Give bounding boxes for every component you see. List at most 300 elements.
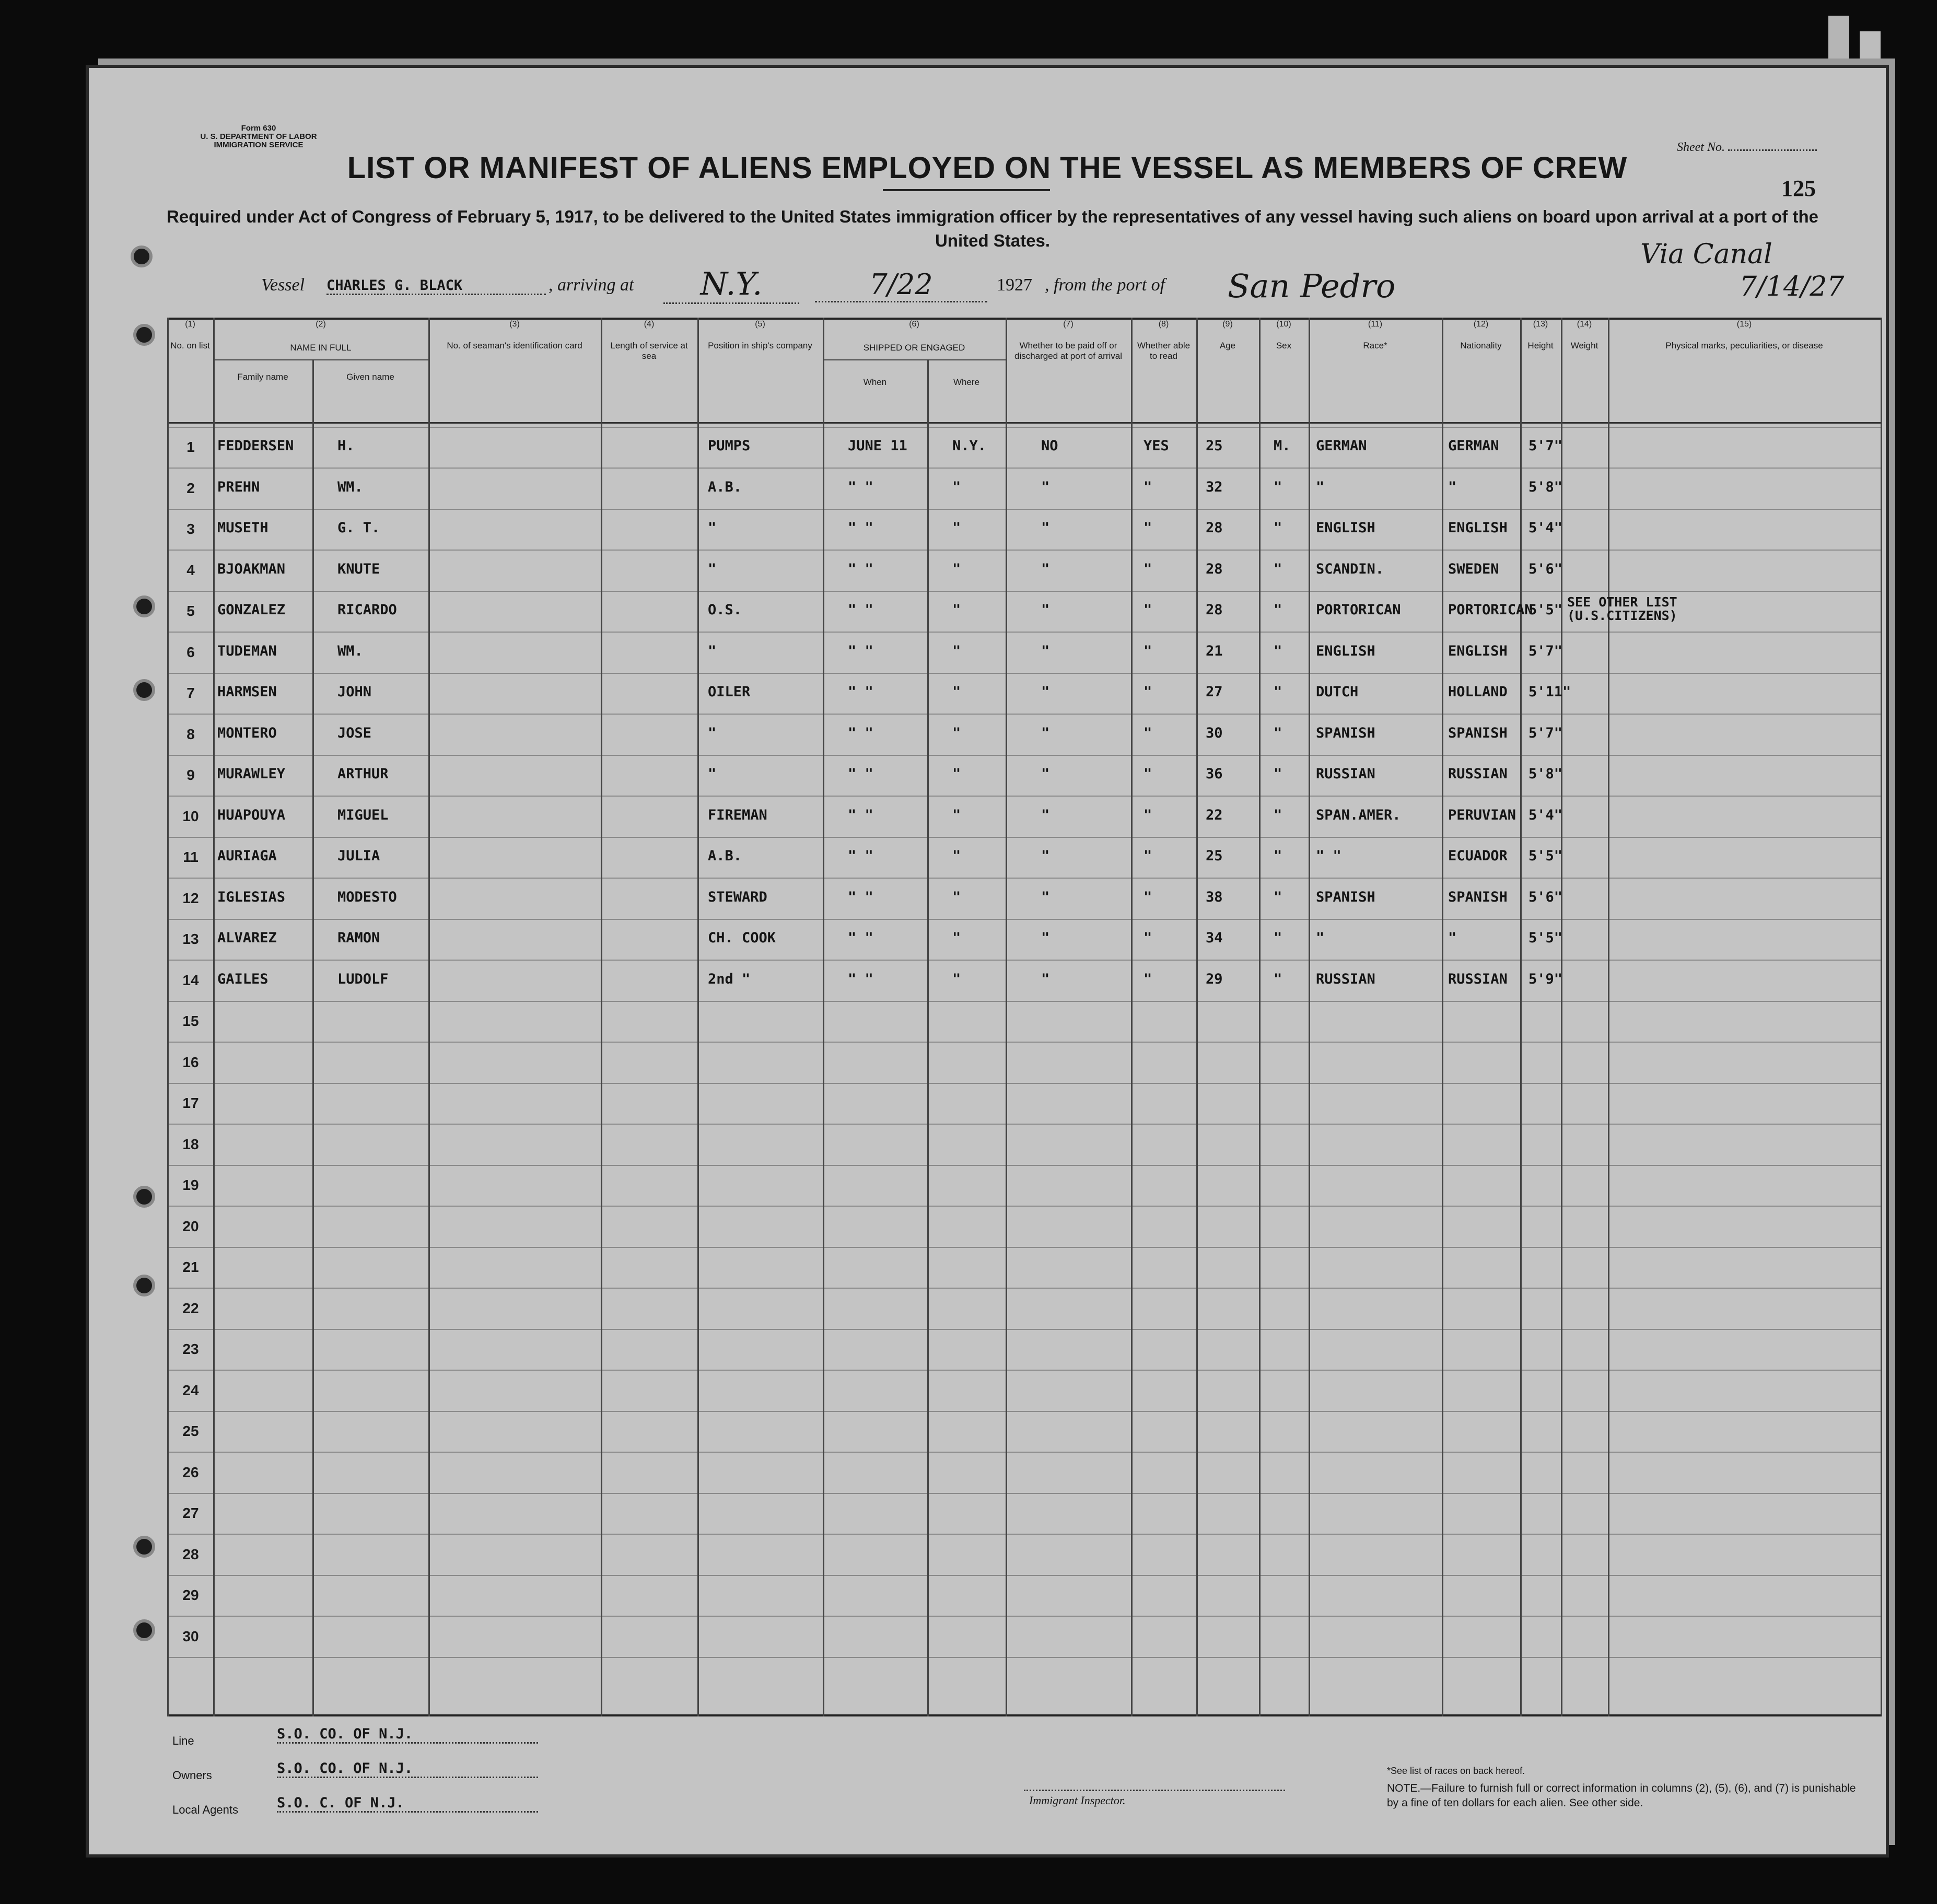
row-where: " bbox=[952, 889, 961, 905]
row-number: 27 bbox=[182, 1505, 199, 1521]
arrival-date: 7/22 bbox=[815, 268, 987, 302]
row-rule bbox=[167, 1534, 1881, 1535]
row-race: SCANDIN. bbox=[1316, 560, 1384, 577]
row-height: 5'7" bbox=[1528, 725, 1563, 741]
row-rule bbox=[167, 755, 1881, 756]
row-age: 22 bbox=[1206, 807, 1223, 823]
row-rule bbox=[167, 509, 1881, 510]
row-number: 4 bbox=[186, 562, 195, 578]
column-header: NAME IN FULL bbox=[290, 343, 352, 353]
line-label: Line bbox=[172, 1734, 194, 1747]
row-height: 5'11" bbox=[1528, 684, 1571, 700]
column-header: Weight bbox=[1570, 341, 1598, 351]
shipped-subheader-rule bbox=[823, 359, 1006, 360]
row-race: " bbox=[1316, 930, 1325, 946]
row-number: 16 bbox=[182, 1054, 199, 1070]
row-given: LUDOLF bbox=[337, 971, 389, 987]
column-rule bbox=[1006, 318, 1007, 1716]
row-sex: " bbox=[1274, 560, 1282, 577]
row-position: A.B. bbox=[708, 848, 742, 864]
row-paid-off: " bbox=[1041, 848, 1050, 864]
underlying-page-corner bbox=[1828, 16, 1849, 68]
row-read: " bbox=[1143, 560, 1152, 577]
row-height: 5'4" bbox=[1528, 520, 1563, 536]
row-height: 5'4" bbox=[1528, 807, 1563, 823]
row-rule bbox=[167, 1247, 1881, 1248]
row-rule bbox=[167, 673, 1881, 674]
arrival-year: 1927 bbox=[997, 275, 1032, 295]
row-nationality: HOLLAND bbox=[1448, 684, 1508, 700]
row-age: 25 bbox=[1206, 848, 1223, 864]
row-family: MUSETH bbox=[217, 520, 269, 536]
punch-hole bbox=[133, 1186, 155, 1208]
column-rule bbox=[428, 318, 430, 1716]
agents-label: Local Agents bbox=[172, 1803, 238, 1816]
row-number: 18 bbox=[182, 1136, 199, 1152]
row-rule bbox=[167, 1329, 1881, 1330]
sheet-label: Sheet No. bbox=[1677, 141, 1725, 154]
row-where: " bbox=[952, 848, 961, 864]
row-position: STEWARD bbox=[708, 889, 767, 905]
row-paid-off: " bbox=[1041, 766, 1050, 782]
row-family: PREHN bbox=[217, 478, 260, 495]
row-height: 5'5" bbox=[1528, 930, 1563, 946]
row-number: 10 bbox=[182, 808, 199, 824]
row-where: " bbox=[952, 560, 961, 577]
row-number: 1 bbox=[186, 439, 195, 455]
row-paid-off: " bbox=[1041, 807, 1050, 823]
column-number: (11) bbox=[1368, 320, 1383, 329]
arriving-port: N.Y. bbox=[663, 266, 799, 304]
row-number: 28 bbox=[182, 1546, 199, 1562]
row-sex: " bbox=[1274, 807, 1282, 823]
row-when: " " bbox=[848, 930, 873, 946]
row-height: 5'9" bbox=[1528, 971, 1563, 987]
row-height: 5'8" bbox=[1528, 766, 1563, 782]
punch-hole bbox=[133, 679, 155, 701]
row-rule bbox=[167, 837, 1881, 838]
row-number: 25 bbox=[182, 1423, 199, 1439]
row-number: 17 bbox=[182, 1095, 199, 1111]
row-where: " bbox=[952, 520, 961, 536]
column-number: (4) bbox=[644, 320, 655, 329]
row-position: O.S. bbox=[708, 602, 742, 618]
row-read: " bbox=[1143, 766, 1152, 782]
column-number: (13) bbox=[1533, 320, 1548, 329]
where-header: Where bbox=[953, 377, 980, 387]
punch-hole bbox=[133, 1536, 155, 1558]
row-race: PORTORICAN bbox=[1316, 602, 1401, 618]
row-when: " " bbox=[848, 520, 873, 536]
punch-hole bbox=[133, 1275, 155, 1296]
line-value: S.O. CO. OF N.J. bbox=[277, 1726, 538, 1744]
name-subheader-rule bbox=[213, 359, 428, 360]
column-rule bbox=[1520, 318, 1522, 1716]
column-header: Physical marks, peculiarities, or disease bbox=[1665, 341, 1823, 351]
title-underline bbox=[883, 189, 1050, 191]
owners-value: S.O. CO. OF N.J. bbox=[277, 1760, 538, 1778]
column-header: Length of service at sea bbox=[610, 341, 688, 361]
column-number: (1) bbox=[185, 320, 195, 329]
row-family: AURIAGA bbox=[217, 848, 277, 864]
row-number: 13 bbox=[182, 931, 199, 947]
row-number: 22 bbox=[182, 1300, 199, 1316]
row-paid-off: " bbox=[1041, 889, 1050, 905]
row-number: 21 bbox=[182, 1259, 199, 1275]
row-family: GAILES bbox=[217, 971, 269, 987]
row-family: HARMSEN bbox=[217, 684, 277, 700]
row-rule bbox=[167, 591, 1881, 592]
row-nationality: " bbox=[1448, 930, 1457, 946]
row-read: YES bbox=[1143, 438, 1169, 454]
row-age: 28 bbox=[1206, 560, 1223, 577]
row-nationality: PERUVIAN bbox=[1448, 807, 1516, 823]
row-race: SPANISH bbox=[1316, 889, 1375, 905]
row-height: 5'6" bbox=[1528, 560, 1563, 577]
row-given: MODESTO bbox=[337, 889, 397, 905]
row-height: 5'5" bbox=[1528, 848, 1563, 864]
row-race: SPAN.AMER. bbox=[1316, 807, 1401, 823]
row-paid-off: " bbox=[1041, 602, 1050, 618]
row-position: OILER bbox=[708, 684, 751, 700]
row-where: " bbox=[952, 725, 961, 741]
row-age: 29 bbox=[1206, 971, 1223, 987]
agents-value: S.O. C. OF N.J. bbox=[277, 1795, 538, 1813]
row-rule bbox=[167, 1657, 1881, 1658]
column-header: Sex bbox=[1276, 341, 1292, 351]
service-name: IMMIGRATION SERVICE bbox=[214, 141, 304, 149]
row-age: 36 bbox=[1206, 766, 1223, 782]
page-title: LIST OR MANIFEST OF ALIENS EMPLOYED ON THE VESSEL AS MEMBERS OF CREW bbox=[347, 151, 1628, 185]
manifest-sheet bbox=[89, 68, 1886, 1854]
row-rule bbox=[167, 1493, 1881, 1494]
row-rule bbox=[167, 1370, 1881, 1371]
row-where: N.Y. bbox=[952, 438, 987, 454]
row-when: " " bbox=[848, 725, 873, 741]
row-height: 5'7" bbox=[1528, 438, 1563, 454]
column-header: Height bbox=[1527, 341, 1554, 351]
column-number: (3) bbox=[509, 320, 520, 329]
row-age: 38 bbox=[1206, 889, 1223, 905]
row-number: 5 bbox=[186, 603, 195, 619]
row-rule bbox=[167, 1124, 1881, 1125]
row-when: " " bbox=[848, 643, 873, 659]
row-paid-off: " bbox=[1041, 684, 1050, 700]
column-header: Age bbox=[1219, 341, 1236, 351]
row-rule bbox=[167, 550, 1881, 551]
row-position: CH. COOK bbox=[708, 930, 776, 946]
row-read: " bbox=[1143, 930, 1152, 946]
column-rule bbox=[1131, 318, 1133, 1716]
row-number: 20 bbox=[182, 1218, 199, 1234]
row-race: SPANISH bbox=[1316, 725, 1375, 741]
row-family: FEDDERSEN bbox=[217, 438, 294, 454]
row-race: ENGLISH bbox=[1316, 520, 1375, 536]
column-rule bbox=[927, 359, 929, 1716]
row-sex: " bbox=[1274, 684, 1282, 700]
row-when: JUNE 11 bbox=[848, 438, 907, 454]
row-rule bbox=[167, 960, 1881, 961]
row-given: KNUTE bbox=[337, 560, 380, 577]
inspector-signature-line bbox=[1024, 1790, 1285, 1791]
from-port: San Pedro bbox=[1228, 267, 1396, 305]
row-rule bbox=[167, 796, 1881, 797]
row-where: " bbox=[952, 478, 961, 495]
row-where: " bbox=[952, 602, 961, 618]
row-family: HUAPOUYA bbox=[217, 807, 286, 823]
row-when: " " bbox=[848, 684, 873, 700]
column-number: (7) bbox=[1063, 320, 1073, 329]
column-header: Position in ship's company bbox=[708, 341, 812, 351]
row-rule bbox=[167, 1288, 1881, 1289]
row-given: MIGUEL bbox=[337, 807, 389, 823]
column-rule bbox=[312, 359, 314, 1716]
row-position: " bbox=[708, 560, 717, 577]
row-nationality: ECUADOR bbox=[1448, 848, 1508, 864]
row-family: TUDEMAN bbox=[217, 643, 277, 659]
row-height: 5'8" bbox=[1528, 478, 1563, 495]
row-rule bbox=[167, 1083, 1881, 1084]
column-number: (6) bbox=[909, 320, 919, 329]
row-given: RICARDO bbox=[337, 602, 397, 618]
column-number: (10) bbox=[1276, 320, 1291, 329]
row-number: 29 bbox=[182, 1587, 199, 1603]
row-nationality: PORTORICAN bbox=[1448, 602, 1533, 618]
penalty-note: NOTE.—Failure to furnish full or correct information in columns (2), (5), (6), and (7) is punishable by a fine of ten dollars for each alien. See other side. bbox=[1387, 1782, 1856, 1809]
column-header: Whether to be paid off or discharged at port of arrival bbox=[1014, 341, 1122, 361]
crew-table bbox=[167, 318, 1881, 1716]
punch-hole bbox=[131, 246, 153, 267]
row-position: " bbox=[708, 520, 717, 536]
row-position: A.B. bbox=[708, 478, 742, 495]
column-header: Race* bbox=[1363, 341, 1387, 351]
row-sex: " bbox=[1274, 725, 1282, 741]
row-number: 6 bbox=[186, 644, 195, 660]
row-family: IGLESIAS bbox=[217, 889, 286, 905]
row-rule bbox=[167, 919, 1881, 920]
row-given: H. bbox=[337, 438, 355, 454]
column-rule bbox=[1309, 318, 1310, 1716]
row-given: JULIA bbox=[337, 848, 380, 864]
column-number: (5) bbox=[755, 320, 765, 329]
form-id-block bbox=[180, 124, 337, 149]
column-rule bbox=[1442, 318, 1443, 1716]
row-when: " " bbox=[848, 478, 873, 495]
row-rule bbox=[167, 1575, 1881, 1576]
via-note: Via Canal bbox=[1640, 239, 1772, 270]
row-paid-off: " bbox=[1041, 560, 1050, 577]
row-rule bbox=[167, 1452, 1881, 1453]
row-read: " bbox=[1143, 807, 1152, 823]
column-rule bbox=[823, 318, 824, 1716]
row-rule bbox=[167, 1206, 1881, 1207]
row-age: 28 bbox=[1206, 520, 1223, 536]
row-sex: " bbox=[1274, 971, 1282, 987]
row-race: ENGLISH bbox=[1316, 643, 1375, 659]
row-where: " bbox=[952, 643, 961, 659]
punch-hole bbox=[133, 324, 155, 346]
row-number: 3 bbox=[186, 521, 195, 537]
table-bottom-rule bbox=[167, 1714, 1881, 1716]
header-bottom-rule bbox=[167, 422, 1881, 424]
departure-date: 7/14/27 bbox=[1740, 271, 1845, 302]
vessel-name: CHARLES G. BLACK bbox=[326, 275, 546, 295]
row-read: " bbox=[1143, 643, 1152, 659]
row-read: " bbox=[1143, 602, 1152, 618]
row-paid-off: " bbox=[1041, 520, 1050, 536]
row-rule bbox=[167, 1001, 1881, 1002]
column-rule bbox=[1196, 318, 1198, 1716]
row-sex: M. bbox=[1274, 438, 1291, 454]
row-nationality: SPANISH bbox=[1448, 725, 1508, 741]
row-number: 2 bbox=[186, 480, 195, 496]
remark-stamp: SEE OTHER LIST (U.S.CITIZENS) bbox=[1567, 594, 1677, 623]
family-name-header: Family name bbox=[237, 372, 288, 382]
row-read: " bbox=[1143, 971, 1152, 987]
row-position: " bbox=[708, 643, 717, 659]
row-paid-off: " bbox=[1041, 478, 1050, 495]
row-height: 5'5" bbox=[1528, 602, 1563, 618]
row-rule bbox=[167, 1616, 1881, 1617]
row-age: 34 bbox=[1206, 930, 1223, 946]
row-given: WM. bbox=[337, 478, 363, 495]
row-race: DUTCH bbox=[1316, 684, 1359, 700]
row-position: FIREMAN bbox=[708, 807, 767, 823]
row-sex: " bbox=[1274, 848, 1282, 864]
row-rule bbox=[167, 1411, 1881, 1412]
row-number: 24 bbox=[182, 1382, 199, 1398]
row-race: RUSSIAN bbox=[1316, 766, 1375, 782]
row-family: GONZALEZ bbox=[217, 602, 286, 618]
page-number: 125 bbox=[1781, 176, 1816, 201]
row-read: " bbox=[1143, 848, 1152, 864]
row-sex: " bbox=[1274, 930, 1282, 946]
row-when: " " bbox=[848, 889, 873, 905]
column-rule bbox=[1259, 318, 1261, 1716]
row-position: 2nd " bbox=[708, 971, 751, 987]
row-number: 30 bbox=[182, 1628, 199, 1644]
row-rule bbox=[167, 632, 1881, 633]
row-rule bbox=[167, 1165, 1881, 1166]
column-rule bbox=[1608, 318, 1609, 1716]
row-number: 7 bbox=[186, 685, 195, 701]
row-when: " " bbox=[848, 848, 873, 864]
row-age: 25 bbox=[1206, 438, 1223, 454]
row-paid-off: " bbox=[1041, 971, 1050, 987]
column-number: (2) bbox=[316, 320, 326, 329]
row-nationality: SPANISH bbox=[1448, 889, 1508, 905]
row-position: " bbox=[708, 725, 717, 741]
row-where: " bbox=[952, 684, 961, 700]
row-when: " " bbox=[848, 766, 873, 782]
row-family: ALVAREZ bbox=[217, 930, 277, 946]
row-read: " bbox=[1143, 725, 1152, 741]
inspector-label: Immigrant Inspector. bbox=[1029, 1794, 1126, 1807]
row-number: 15 bbox=[182, 1013, 199, 1029]
row-age: 28 bbox=[1206, 602, 1223, 618]
row-where: " bbox=[952, 930, 961, 946]
row-race: " " bbox=[1316, 848, 1341, 864]
department-name: U. S. DEPARTMENT OF LABOR bbox=[200, 132, 317, 141]
row-given: JOSE bbox=[337, 725, 372, 741]
row-age: 30 bbox=[1206, 725, 1223, 741]
row-age: 27 bbox=[1206, 684, 1223, 700]
row-rule bbox=[167, 714, 1881, 715]
row-rule bbox=[167, 1042, 1881, 1043]
row-height: 5'6" bbox=[1528, 889, 1563, 905]
row-when: " " bbox=[848, 602, 873, 618]
punch-hole bbox=[133, 595, 155, 617]
row-family: MONTERO bbox=[217, 725, 277, 741]
row-number: 11 bbox=[183, 849, 199, 865]
row-family: MURAWLEY bbox=[217, 766, 286, 782]
row-nationality: ENGLISH bbox=[1448, 520, 1508, 536]
column-number: (15) bbox=[1736, 320, 1752, 329]
row-sex: " bbox=[1274, 766, 1282, 782]
row-rule bbox=[167, 878, 1881, 879]
row-number: 12 bbox=[182, 890, 199, 906]
row-number: 19 bbox=[182, 1177, 199, 1193]
column-header: Nationality bbox=[1460, 341, 1502, 351]
row-sex: " bbox=[1274, 478, 1282, 495]
row-when: " " bbox=[848, 971, 873, 987]
row-sex: " bbox=[1274, 889, 1282, 905]
row-nationality: RUSSIAN bbox=[1448, 971, 1508, 987]
from-port-label: , from the port of bbox=[1045, 275, 1165, 295]
row-given: WM. bbox=[337, 643, 363, 659]
row-race: RUSSIAN bbox=[1316, 971, 1375, 987]
row-sex: " bbox=[1274, 520, 1282, 536]
column-rule bbox=[697, 318, 699, 1716]
row-family: BJOAKMAN bbox=[217, 560, 286, 577]
column-number: (12) bbox=[1473, 320, 1489, 329]
row-read: " bbox=[1143, 889, 1152, 905]
column-rule bbox=[601, 318, 602, 1716]
row-age: 32 bbox=[1206, 478, 1223, 495]
row-number: 26 bbox=[182, 1464, 199, 1480]
column-header: Whether able to read bbox=[1137, 341, 1191, 361]
row-nationality: GERMAN bbox=[1448, 438, 1499, 454]
column-header: No. of seaman's identification card bbox=[447, 341, 582, 351]
row-number: 9 bbox=[186, 767, 195, 783]
row-number: 8 bbox=[186, 726, 195, 742]
row-when: " " bbox=[848, 807, 873, 823]
column-number: (9) bbox=[1222, 320, 1233, 329]
row-paid-off: NO bbox=[1041, 438, 1058, 454]
row-paid-off: " bbox=[1041, 725, 1050, 741]
page-subtitle: Required under Act of Congress of February 5, 1917, to be delivered to the United States immigration officer by the representatives of any vessel having such aliens on board upon arrival at a port of the United States. bbox=[166, 207, 1818, 250]
sheet-number-blank bbox=[1728, 140, 1817, 151]
row-position: PUMPS bbox=[708, 438, 751, 454]
row-read: " bbox=[1143, 520, 1152, 536]
row-height: 5'7" bbox=[1528, 643, 1563, 659]
column-number: (14) bbox=[1577, 320, 1592, 329]
row-where: " bbox=[952, 971, 961, 987]
row-read: " bbox=[1143, 478, 1152, 495]
row-rule bbox=[167, 468, 1881, 469]
row-age: 21 bbox=[1206, 643, 1223, 659]
column-rule bbox=[1881, 318, 1882, 1716]
row-given: RAMON bbox=[337, 930, 380, 946]
row-where: " bbox=[952, 807, 961, 823]
column-header: SHIPPED OR ENGAGED bbox=[863, 343, 965, 353]
row-position: " bbox=[708, 766, 717, 782]
row-where: " bbox=[952, 766, 961, 782]
row-rule bbox=[167, 427, 1881, 428]
row-race: " bbox=[1316, 478, 1325, 495]
when-header: When bbox=[863, 377, 887, 387]
row-when: " " bbox=[848, 560, 873, 577]
